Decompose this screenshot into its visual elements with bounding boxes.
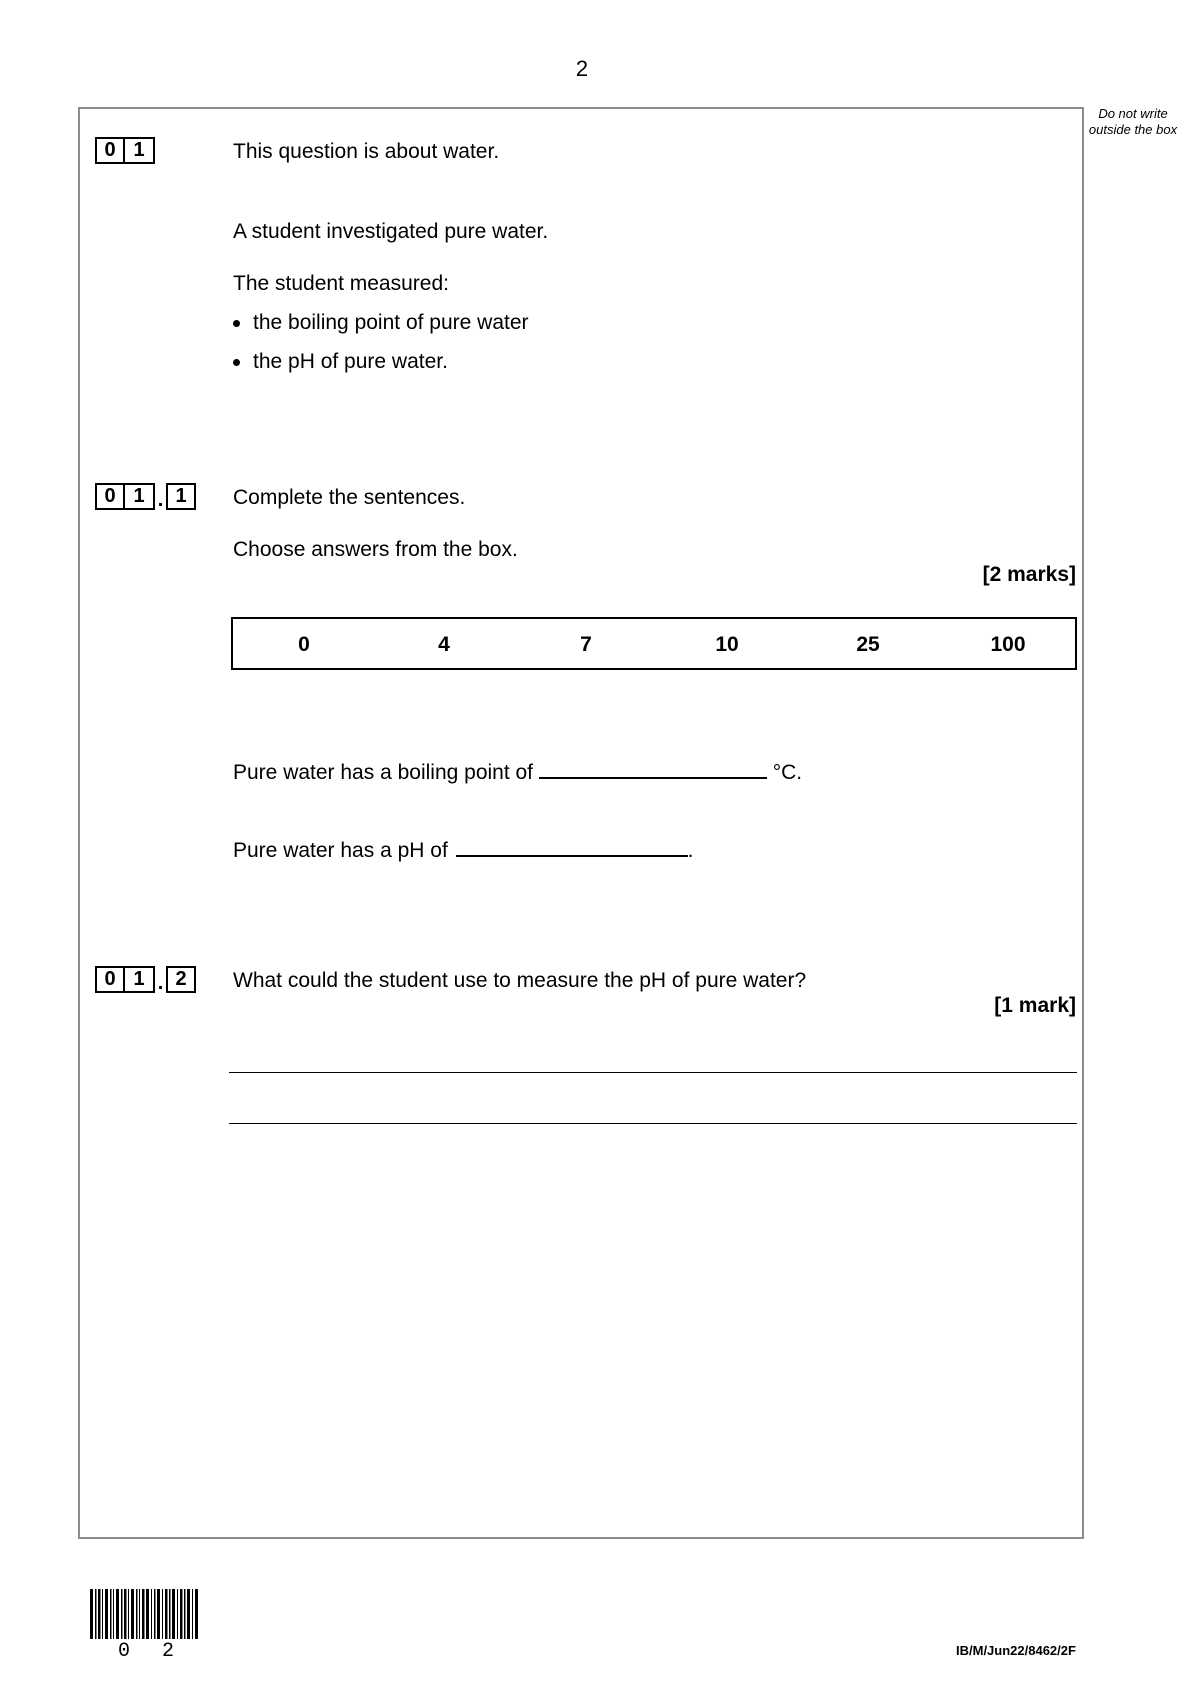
answer-blank[interactable] (456, 833, 688, 857)
sentence-unit: °C. (772, 761, 803, 784)
question-digit: 0 (95, 483, 125, 510)
question-digit: 2 (166, 966, 196, 993)
bullet-icon (233, 359, 240, 366)
answer-frame (78, 107, 1084, 1539)
answer-options-box (231, 617, 1077, 670)
question-text: Complete the sentences. (233, 486, 466, 509)
question-instruction: Choose answers from the box. (233, 538, 518, 561)
answer-option: 10 (715, 633, 739, 656)
question-digit: 1 (125, 137, 155, 164)
question-digit: 1 (125, 483, 155, 510)
bullet-icon (233, 320, 240, 327)
marks-label: [2 marks] (982, 563, 1076, 586)
page-number: 2 (575, 56, 589, 81)
answer-option: 0 (298, 633, 310, 656)
question-number-01-1 (95, 483, 196, 510)
question-number-01-2 (95, 966, 196, 993)
list-item-label: the boiling point of pure water (253, 311, 529, 334)
sentence-boiling-point (233, 755, 802, 786)
question-number-01 (95, 137, 155, 164)
measurement-list (231, 310, 529, 388)
question-dot: . (157, 489, 164, 511)
sentence-end: . (687, 839, 694, 862)
list-item (231, 349, 529, 388)
answer-blank[interactable] (539, 755, 767, 779)
margin-note: Do not write outside the box (1088, 106, 1178, 137)
answer-line[interactable] (229, 1123, 1077, 1124)
question-context: The student measured: (233, 272, 449, 295)
answer-option: 100 (990, 633, 1026, 656)
paper-reference: IB/M/Jun22/8462/2F (956, 1643, 1076, 1658)
question-text: What could the student use to measure the pH of pure water? (233, 969, 807, 992)
sentence-ph (233, 833, 693, 864)
question-digit: 1 (166, 483, 196, 510)
question-dot: . (157, 972, 164, 994)
question-digit: 1 (125, 966, 155, 993)
question-digit: 0 (95, 966, 125, 993)
sentence-text: Pure water has a boiling point of (233, 761, 534, 784)
marks-label: [1 mark] (994, 994, 1076, 1017)
answer-option: 4 (438, 633, 450, 656)
barcode-icon (90, 1589, 200, 1639)
answer-option: 7 (580, 633, 592, 656)
answer-option: 25 (856, 633, 880, 656)
answer-line[interactable] (229, 1072, 1077, 1073)
question-intro: This question is about water. (233, 140, 500, 163)
barcode-digits: 0 2 (118, 1640, 185, 1663)
sentence-text: Pure water has a pH of (233, 839, 448, 862)
list-item-label: the pH of pure water. (253, 350, 448, 373)
question-digit: 0 (95, 137, 125, 164)
list-item (231, 310, 529, 349)
question-context: A student investigated pure water. (233, 220, 549, 243)
